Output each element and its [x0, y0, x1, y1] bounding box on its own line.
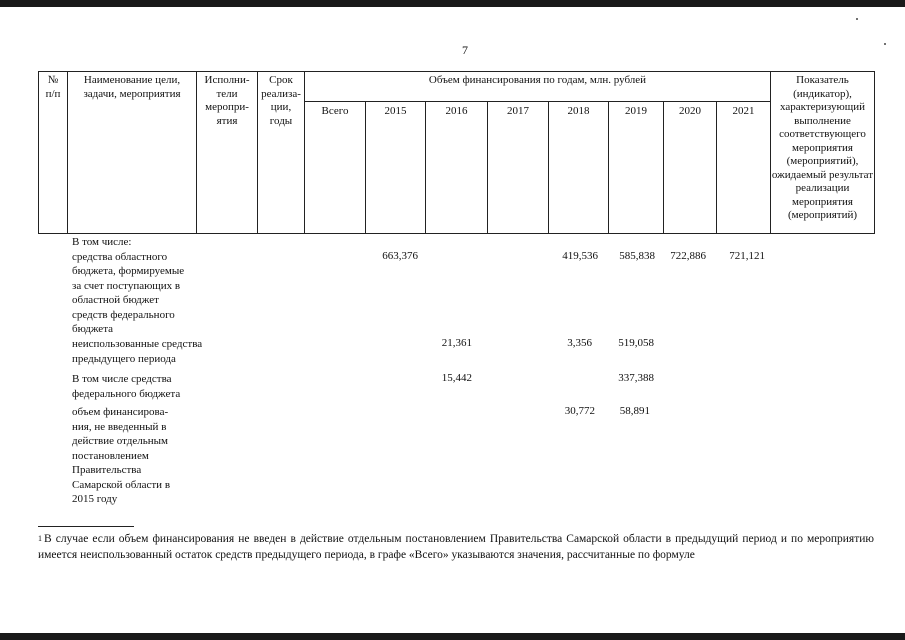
row-text: В том числе: средства областного бюджета, формируемые за счет поступающих в областной бюджет средств федерального бюджета [72, 236, 185, 335]
cell-value-2015: 663,376 [382, 250, 418, 262]
col-border [548, 101, 549, 234]
header-year: 2019 [625, 105, 647, 117]
header-total: Всего [321, 105, 349, 117]
header-year: 2017 [507, 105, 529, 117]
funding-table-header [0, 0, 905, 240]
header-term: Срок реализа- ции, годы [261, 74, 301, 127]
cell-value-2018: 30,772 [564, 405, 595, 417]
col-border [608, 101, 609, 234]
header-funding-group: Объем финансирования по годам, млн. рублей [428, 74, 647, 86]
header-executors: Исполни- тели меропри- ятия [204, 74, 250, 127]
cell-value-2016: 21,361 [441, 337, 472, 349]
row-text: В том числе средства федерального бюджета [72, 373, 181, 400]
footnote-marker: 1 [38, 534, 42, 543]
cell-value-2020: 722,886 [670, 250, 706, 262]
cell-value-2018: 3,356 [567, 337, 592, 349]
table-top-border [38, 71, 875, 72]
header-year: 2015 [384, 105, 407, 117]
scan-border-bottom [0, 633, 905, 640]
footnote-separator [38, 526, 134, 527]
row-text: объем финансирова- ния, не введенный в действие отдельным постановлением Правительства Самарской области в 2015 году [72, 406, 171, 505]
col-border [716, 101, 717, 234]
header-indicator: Показатель (индикатор), характеризующий выполнение соответствующего мероприятия (мероприятий), ожидаемый результат реализации мероприятия (мероприятий) [771, 74, 874, 221]
header-num: № п/п [45, 74, 61, 100]
header-year: 2018 [567, 105, 590, 117]
header-year: 2021 [732, 105, 755, 117]
col-border [874, 71, 875, 234]
footnote-text: В случае если объем финансирования не введен в действие отдельным постановлением Правительства Самарской области в предыдущий период и по мероприятию имеется неиспользованный остаток средств предыдущего периода, в графе «Всего» указываются значения, рассчитанные по формуле [38, 533, 874, 561]
cell-value-2016: 15,442 [441, 372, 472, 384]
cell-value-2019: 585,838 [619, 250, 655, 262]
footnote [38, 531, 874, 563]
cell-value-2019: 58,891 [619, 405, 650, 417]
header-year: 2020 [679, 105, 701, 117]
col-border [425, 101, 426, 234]
col-border [663, 101, 664, 234]
row-text: неиспользованные средства предыдущего периода [72, 338, 203, 365]
page-number: 7 [462, 43, 468, 57]
funding-subheader-line [304, 101, 770, 102]
col-border [365, 101, 366, 234]
header-bottom-border [38, 233, 875, 234]
col-border [304, 71, 305, 234]
cell-value-2019: 519,058 [618, 337, 654, 349]
cell-value-2019: 337,388 [618, 372, 654, 384]
cell-value-2018: 419,536 [562, 250, 598, 262]
header-year: 2016 [445, 105, 468, 117]
cell-value-2021: 721,121 [729, 250, 765, 262]
col-border [487, 101, 488, 234]
header-name: Наименование цели, задачи, мероприятия [83, 74, 181, 100]
